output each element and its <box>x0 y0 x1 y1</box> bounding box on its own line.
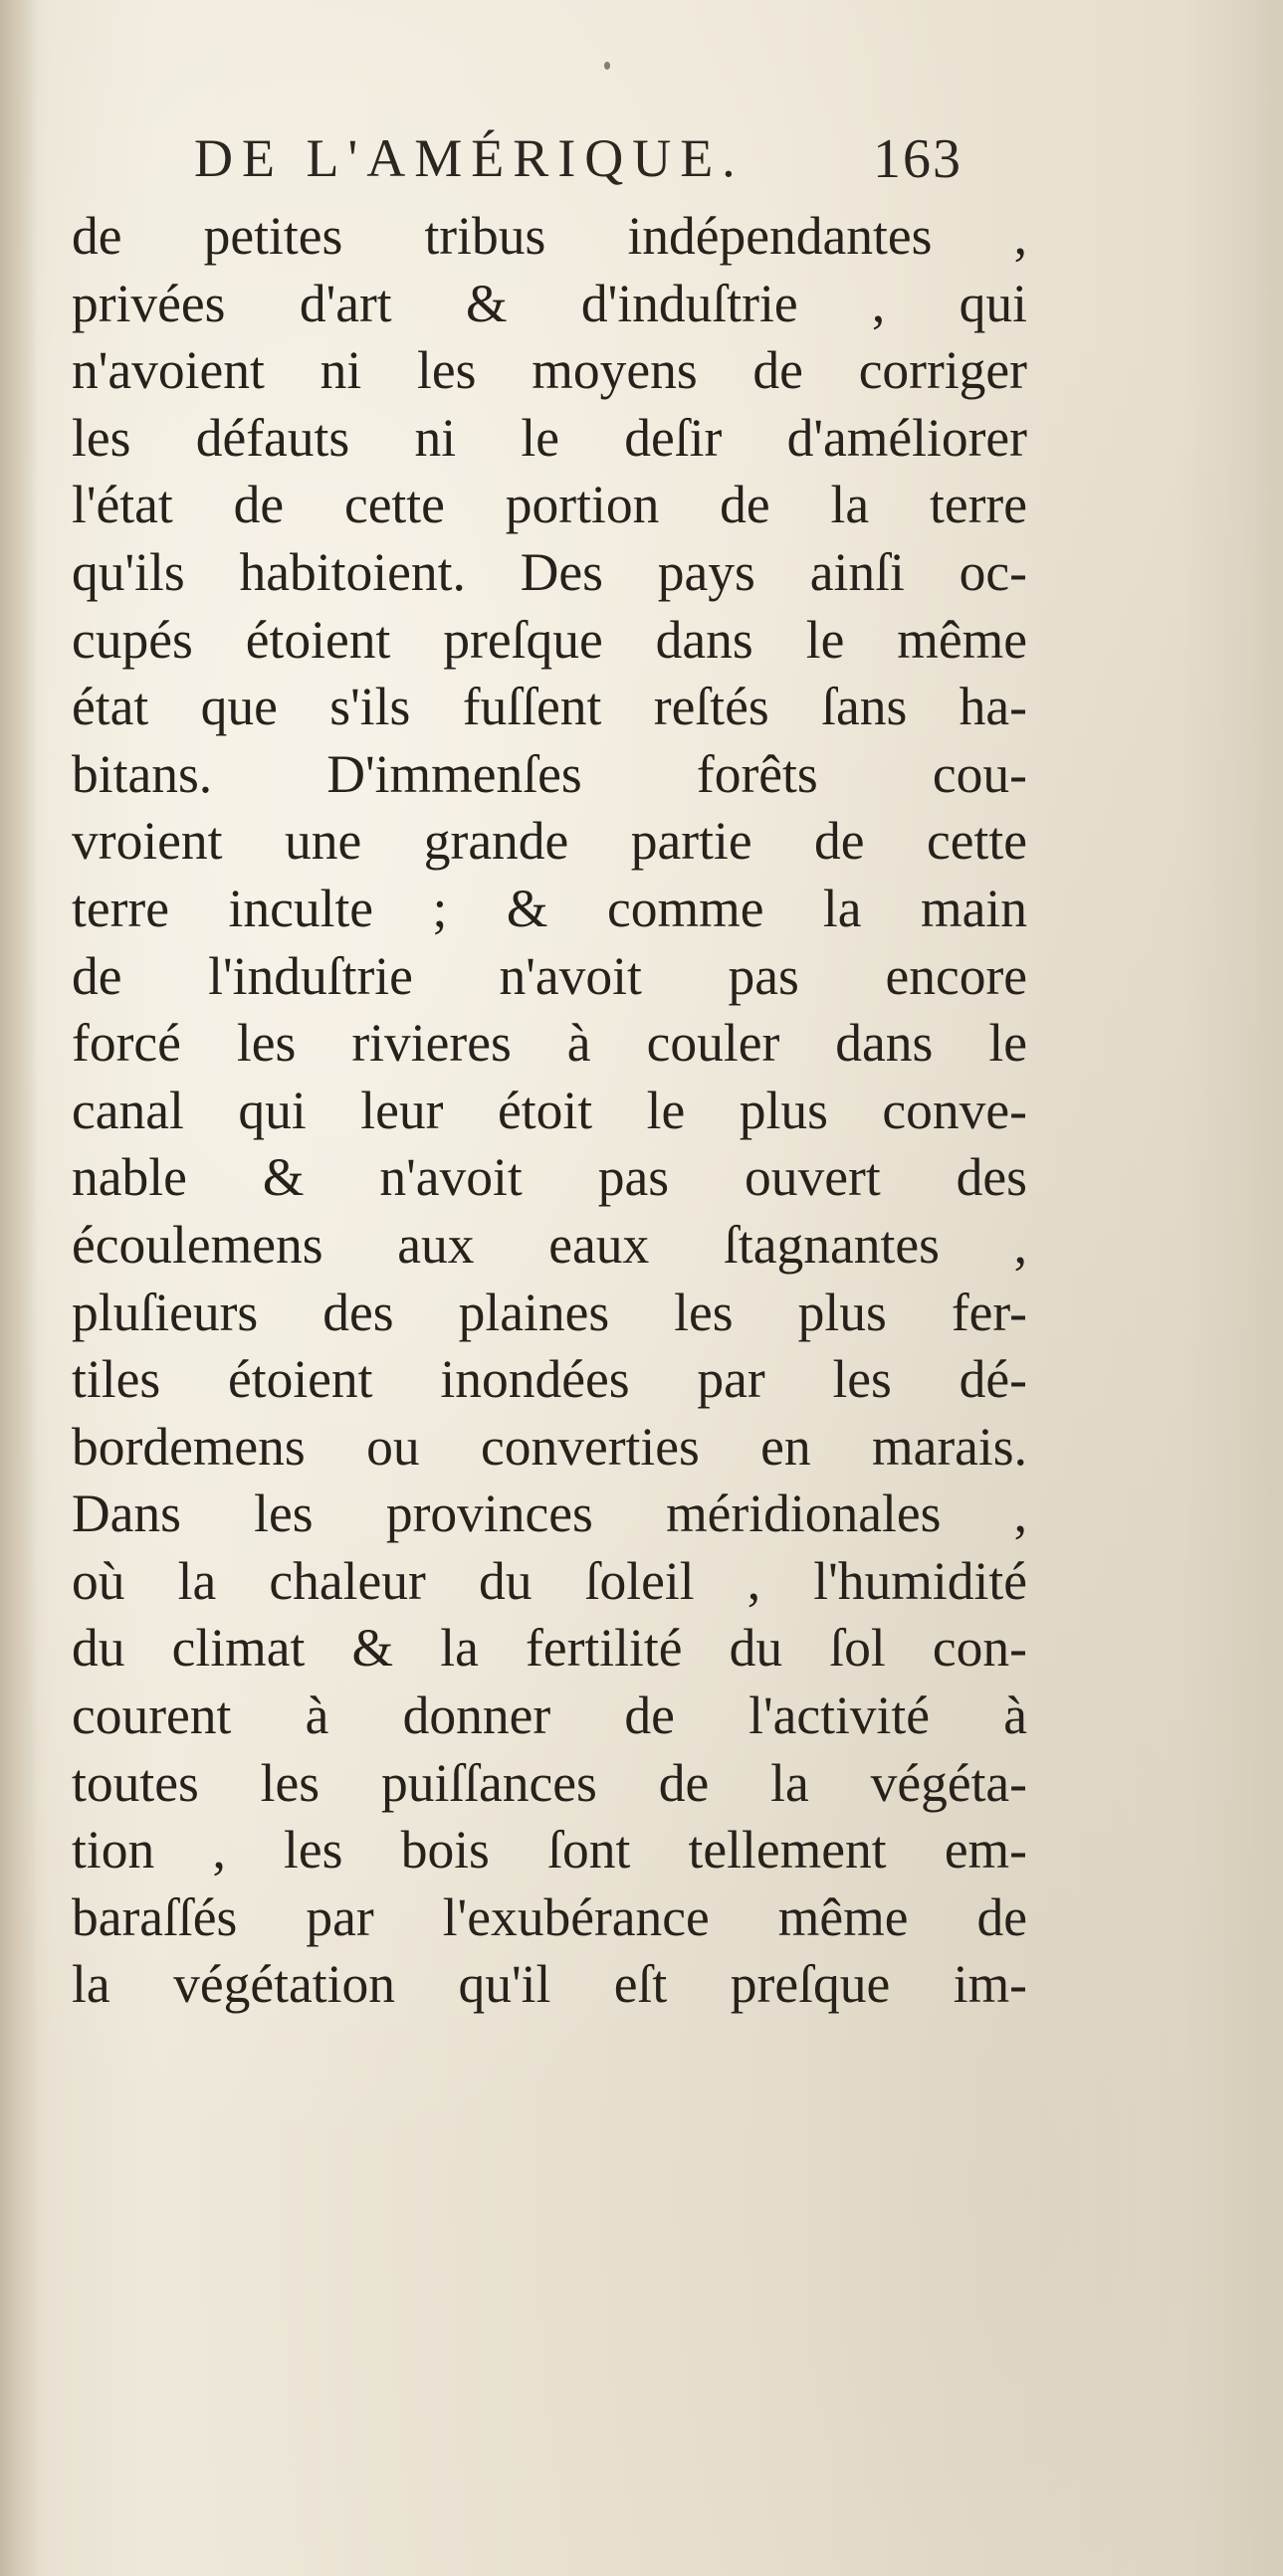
text-line: les défauts ni le deſir d'améliorer <box>72 407 1027 468</box>
text-line: bordemens ou converties en marais. <box>72 1416 1027 1477</box>
text-line: l'état de cette portion de la terre <box>72 475 1027 535</box>
text-line: qu'ils habitoient. Des pays ainſi oc- <box>72 541 1027 602</box>
text-line: pluſieurs des plaines les plus fer- <box>72 1282 1027 1342</box>
text-line: de petites tribus indépendantes , <box>72 206 1027 266</box>
text-line: privées d'art & d'induſtrie , qui <box>72 273 1027 333</box>
text-line: vroient une grande partie de cette <box>72 811 1027 872</box>
ink-speck <box>604 62 610 70</box>
running-head <box>194 127 990 207</box>
text-line: baraſſés par l'exubérance même de <box>72 1886 1027 1947</box>
page-gutter-shadow <box>0 0 38 2576</box>
text-line: écoulemens aux eaux ſtagnantes , <box>72 1214 1027 1275</box>
text-line: du climat & la fertilité du ſol con- <box>72 1618 1027 1679</box>
text-line: tion , les bois ſont tellement em- <box>72 1820 1027 1881</box>
text-line: la végétation qu'il eſt preſque im- <box>72 1954 1027 2015</box>
running-head-title: DE L'AMÉRIQUE. <box>194 128 745 188</box>
text-line: forcé les rivieres à couler dans le <box>72 1013 1027 1074</box>
text-line: état que s'ils fuſſent reſtés ſans ha- <box>72 677 1027 737</box>
page-number: 163 <box>873 128 962 190</box>
body-text <box>72 203 1027 2019</box>
text-line: toutes les puiſſances de la végéta- <box>72 1752 1027 1813</box>
text-line: nable & n'avoit pas ouvert des <box>72 1147 1027 1208</box>
text-line: courent à donner de l'activité à <box>72 1685 1027 1746</box>
text-line: tiles étoient inondées par les dé- <box>72 1349 1027 1410</box>
text-line: n'avoient ni les moyens de corriger <box>72 340 1027 401</box>
text-line: terre inculte ; & comme la main <box>72 878 1027 938</box>
text-line: cupés étoient preſque dans le même <box>72 609 1027 670</box>
text-line: de l'induſtrie n'avoit pas encore <box>72 945 1027 1006</box>
text-line: canal qui leur étoit le plus conve- <box>72 1080 1027 1140</box>
page-edge-shadow <box>1253 0 1283 2576</box>
text-line: où la chaleur du ſoleil , l'humidité <box>72 1550 1027 1611</box>
text-line: bitans. D'immenſes forêts cou- <box>72 743 1027 804</box>
text-line: Dans les provinces méridionales , <box>72 1484 1027 1544</box>
